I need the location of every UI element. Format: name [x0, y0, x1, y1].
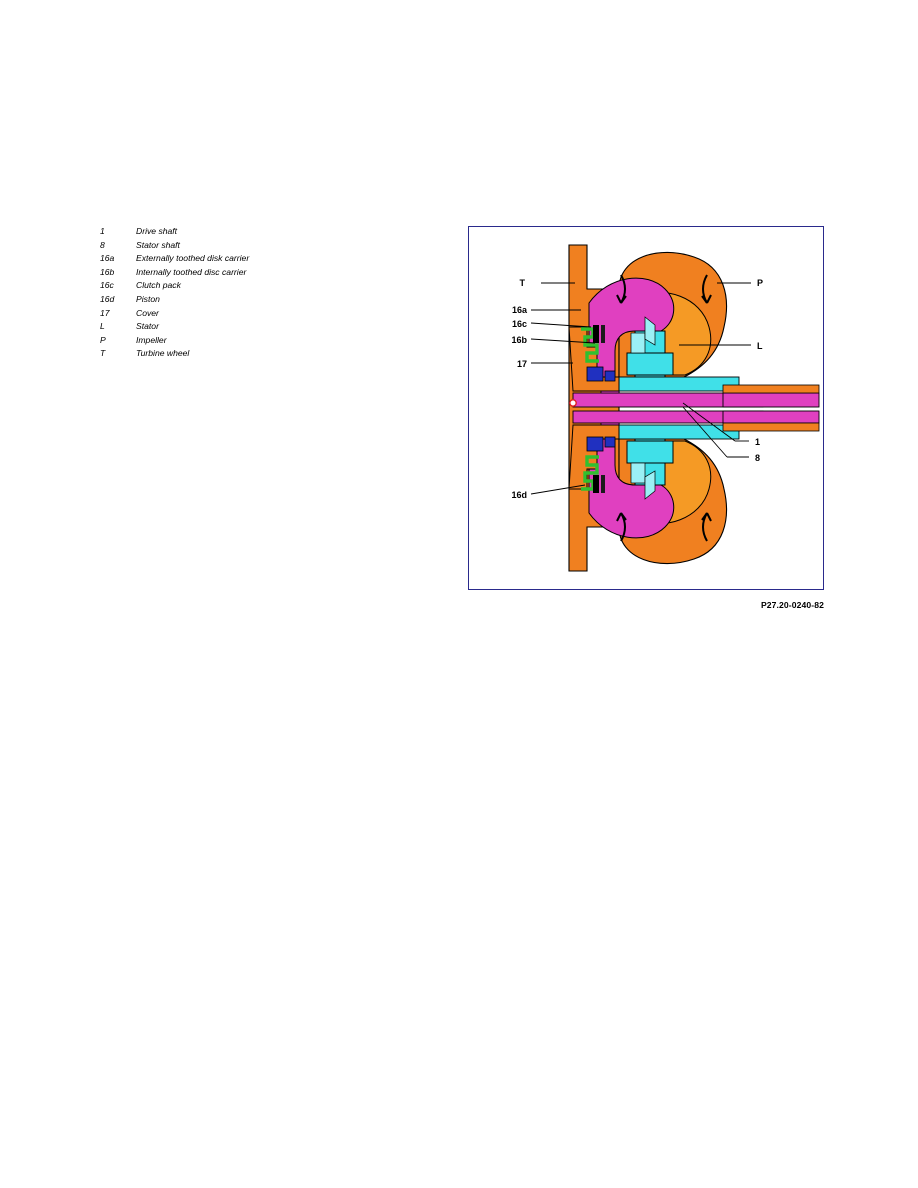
- list-item: [100, 252, 430, 266]
- legend-key: 16a: [100, 253, 115, 264]
- legend-key: T: [100, 348, 106, 359]
- list-item: [100, 307, 430, 321]
- list-item: [100, 225, 430, 239]
- list-item: [100, 266, 430, 280]
- drive-shaft-group: [723, 385, 819, 431]
- list-item: [100, 334, 430, 348]
- legend-key: 17: [100, 307, 110, 318]
- legend-description: Turbine wheel: [136, 348, 190, 359]
- legend-description: Impeller: [136, 334, 167, 345]
- callout-8: 8: [755, 453, 761, 463]
- legend-description: Cover: [136, 307, 159, 318]
- legend-description: Clutch pack: [136, 280, 181, 291]
- legend-description: Stator shaft: [136, 239, 180, 250]
- legend-key: 16c: [100, 280, 114, 291]
- callout-16d: 16d: [511, 490, 527, 500]
- list-item: [100, 320, 430, 334]
- diagram-svg: [469, 227, 823, 589]
- callout-p: P: [757, 278, 764, 288]
- list-item: [100, 279, 430, 293]
- legend-key: 16d: [100, 293, 115, 304]
- legend-list: [100, 225, 430, 361]
- legend-description: Externally toothed disk carrier: [136, 253, 250, 264]
- legend-description: Stator: [136, 321, 159, 332]
- callout-16b: 16b: [511, 335, 527, 345]
- legend-key: P: [100, 334, 106, 345]
- figure-caption: P27.20-0240-82: [760, 600, 824, 610]
- callout-t: T: [519, 278, 525, 288]
- legend-key: 16b: [100, 266, 115, 277]
- callout-16a: 16a: [511, 305, 527, 315]
- list-item: [100, 293, 430, 307]
- legend-key: L: [100, 321, 105, 332]
- legend-description: Piston: [136, 293, 160, 304]
- legend-description: Internally toothed disc carrier: [136, 266, 247, 277]
- torque-converter-diagram: [468, 226, 824, 590]
- legend-key: 1: [100, 226, 105, 236]
- legend-description: Drive shaft: [136, 226, 178, 236]
- list-item: [100, 239, 430, 253]
- legend-key: 8: [100, 239, 105, 250]
- callout-l: L: [757, 341, 763, 351]
- callout-17: 17: [516, 359, 527, 369]
- callout-16c: 16c: [511, 319, 527, 329]
- list-item: [100, 347, 430, 361]
- callout-1: 1: [755, 437, 761, 447]
